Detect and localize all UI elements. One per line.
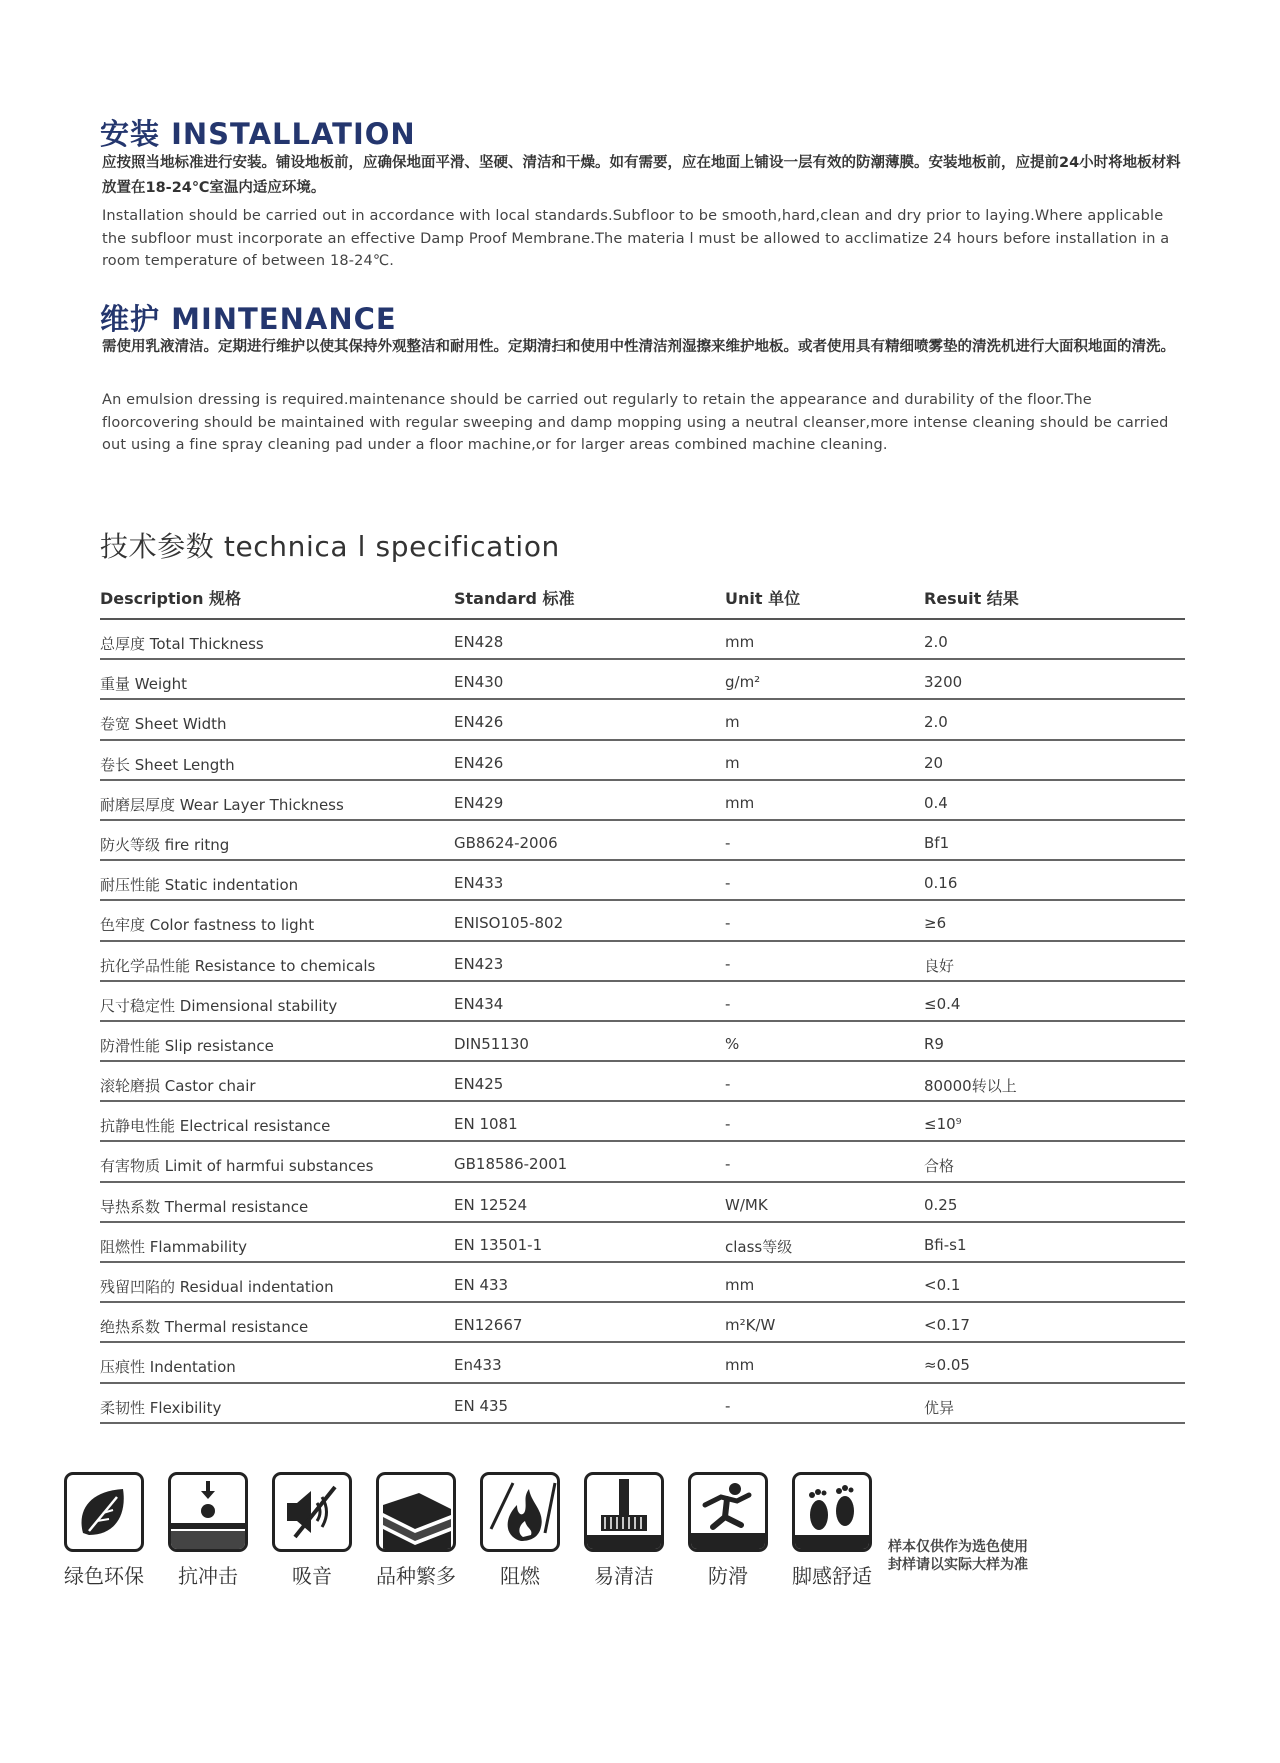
cell-result: Bfi-s1 — [924, 1235, 967, 1254]
table-row — [100, 942, 1185, 982]
cell-description: 耐压性能 Static indentation — [100, 876, 299, 895]
cell-standard: EN430 — [454, 673, 504, 692]
cell-unit: - — [725, 1115, 731, 1134]
cell-description: 滚轮磨损 Castor chair — [100, 1077, 256, 1096]
feature-label: 防滑 — [708, 1564, 748, 1588]
cell-unit: - — [725, 994, 731, 1013]
cell-unit: W/MK — [725, 1195, 768, 1214]
header-description: Description 规格 — [100, 589, 242, 608]
feature-item — [156, 1472, 260, 1589]
table-row — [100, 700, 1185, 740]
cell-unit: - — [725, 1396, 731, 1415]
table-row — [100, 781, 1185, 821]
table-row — [100, 1062, 1185, 1102]
cell-description: 绝热系数 Thermal resistance — [100, 1318, 309, 1337]
cell-standard: EN 12524 — [454, 1195, 528, 1214]
leaf-icon — [64, 1472, 144, 1552]
cell-unit: class等级 — [725, 1237, 793, 1256]
sample-note-line: 封样请以实际大样为准 — [888, 1557, 1028, 1573]
broom-icon — [584, 1472, 664, 1552]
cell-unit: g/m² — [725, 673, 761, 692]
cell-result: 2.0 — [924, 713, 948, 732]
slip-icon — [688, 1472, 768, 1552]
cell-standard: EN423 — [454, 954, 504, 973]
installation-text-en: Installation should be carried out in accordance with local standards.Subfloor to be smooth,hard,clean and dry prior to laying.Where applicable the subfloor must incorporate an effective Damp Proof Membrane.The materia l must be allowed to acclimatize 24 hours before installation in a room temperature of between 18-24℃. — [102, 208, 1170, 269]
cell-unit: - — [725, 874, 731, 893]
cell-standard: EN 1081 — [454, 1115, 518, 1134]
cell-standard: GB18586-2001 — [454, 1155, 568, 1174]
spec-table-body — [100, 620, 1185, 1424]
cell-result: 3200 — [924, 673, 963, 692]
cell-result: 合格 — [924, 1157, 955, 1176]
feature-label: 脚感舒适 — [792, 1564, 872, 1588]
cell-description: 防滑性能 Slip resistance — [100, 1036, 274, 1055]
cell-unit: mm — [725, 633, 755, 651]
cell-description: 残留凹陷的 Residual indentation — [100, 1278, 334, 1296]
cell-description: 有害物质 Limit of harmfui substances — [100, 1157, 374, 1176]
cell-unit: mm — [725, 1276, 755, 1294]
cell-description: 抗化学品性能 Resistance to chemicals — [100, 956, 376, 975]
spec-table-header — [100, 572, 1185, 620]
cell-standard: EN 13501-1 — [454, 1235, 543, 1254]
cell-description: 总厚度 Total Thickness — [100, 635, 264, 653]
maintenance-text-en: An emulsion dressing is required.maintenance should be carried out regularly to retain the appearance and durability of the floor.The floorcovering should be maintained with regular sweeping and damp mopping using a neutral cleanser,more intense cleaning should be carried out using a fine spray cleaning pad under a floor machine,or for larger areas combined machine cleaning. — [102, 392, 1169, 453]
table-row — [100, 1303, 1185, 1343]
table-row — [100, 660, 1185, 700]
table-row — [100, 741, 1185, 781]
cell-result: R9 — [924, 1034, 944, 1053]
feature-item — [676, 1472, 780, 1589]
table-row — [100, 861, 1185, 901]
spec-title: 技术参数 technica l specification — [100, 530, 560, 563]
cell-description: 耐磨层厚度 Wear Layer Thickness — [100, 795, 344, 814]
cell-result: <0.17 — [924, 1316, 970, 1335]
feature-label: 品种繁多 — [376, 1564, 456, 1588]
spec-table — [100, 572, 1185, 1424]
cell-description: 卷长 Sheet Length — [100, 755, 235, 774]
feature-item — [468, 1472, 572, 1589]
cell-unit: mm — [725, 1356, 755, 1375]
cell-standard: EN 435 — [454, 1396, 509, 1415]
cell-standard: ENISO105-802 — [454, 914, 564, 933]
cell-unit: m²K/W — [725, 1316, 776, 1335]
cell-standard: EN426 — [454, 753, 504, 772]
cell-result: 0.16 — [924, 874, 958, 893]
installation-title: 安装 INSTALLATION — [100, 117, 416, 151]
cell-standard: DIN51130 — [454, 1034, 529, 1053]
sound-absorb-icon — [272, 1472, 352, 1552]
cell-description: 重量 Weight — [100, 675, 188, 694]
cell-description: 压痕性 Indentation — [100, 1358, 236, 1377]
cell-result: 优异 — [924, 1398, 955, 1417]
cell-standard: EN425 — [454, 1075, 504, 1094]
cell-result: <0.1 — [924, 1276, 961, 1294]
cell-standard: EN429 — [454, 793, 504, 812]
cell-unit: - — [725, 914, 731, 933]
cell-result: 0.4 — [924, 793, 948, 812]
cell-description: 卷宽 Sheet Width — [100, 715, 227, 734]
cell-result: 80000转以上 — [924, 1077, 1017, 1096]
cell-standard: EN433 — [454, 874, 504, 893]
cell-unit: - — [725, 1075, 731, 1094]
impact-icon — [168, 1472, 248, 1552]
table-row — [100, 620, 1185, 660]
cell-description: 柔韧性 Flexibility — [100, 1398, 222, 1417]
maintenance-text-cn: 需使用乳液清洁。定期进行维护以使其保持外观整洁和耐用性。定期清扫和使用中性清洁剂湿擦来维护地板。或者使用具有精细喷雾垫的清洗机进行大面积地面的清洗。 — [102, 339, 1175, 355]
cell-unit: m — [725, 753, 740, 772]
cell-result: ≥6 — [924, 914, 947, 933]
cell-description: 尺寸稳定性 Dimensional stability — [100, 996, 338, 1015]
sample-note — [888, 1538, 1028, 1574]
cell-unit: % — [725, 1034, 740, 1053]
footprints-icon — [792, 1472, 872, 1552]
feature-item — [52, 1472, 156, 1589]
cell-unit: - — [725, 954, 731, 973]
table-row — [100, 1142, 1185, 1182]
feature-item — [364, 1472, 468, 1589]
feature-label: 阻燃 — [500, 1564, 540, 1588]
maintenance-title: 维护 MINTENANCE — [100, 302, 397, 336]
cell-description: 防火等级 fire ritng — [100, 835, 230, 854]
cell-standard: EN434 — [454, 994, 504, 1013]
table-row — [100, 1263, 1185, 1303]
cell-description: 抗静电性能 Electrical resistance — [100, 1117, 331, 1136]
cell-result: 0.25 — [924, 1195, 958, 1214]
cell-standard: GB8624-2006 — [454, 833, 558, 852]
cell-unit: m — [725, 713, 740, 732]
cell-result: Bf1 — [924, 833, 950, 852]
table-row — [100, 982, 1185, 1022]
cell-result: ≤0.4 — [924, 994, 961, 1013]
feature-item — [780, 1472, 884, 1589]
table-row — [100, 1343, 1185, 1383]
feature-label: 绿色环保 — [64, 1564, 144, 1588]
cell-standard: EN426 — [454, 713, 504, 732]
header-standard: Standard 标准 — [454, 589, 575, 608]
table-row — [100, 1102, 1185, 1142]
cell-unit: - — [725, 1155, 731, 1174]
cell-description: 阻燃性 Flammability — [100, 1237, 247, 1256]
header-result: Resuit 结果 — [924, 589, 1019, 608]
cell-result: ≈0.05 — [924, 1356, 970, 1375]
cell-standard: EN12667 — [454, 1316, 523, 1335]
layers-icon — [376, 1472, 456, 1552]
feature-item — [260, 1472, 364, 1589]
flame-icon — [480, 1472, 560, 1552]
cell-unit: - — [725, 833, 731, 852]
cell-result: 2.0 — [924, 633, 948, 651]
table-row — [100, 1384, 1185, 1424]
cell-result: ≤10⁹ — [924, 1115, 962, 1134]
table-row — [100, 1223, 1185, 1263]
cell-standard: EN428 — [454, 633, 504, 651]
feature-label: 吸音 — [292, 1564, 332, 1588]
cell-result: 良好 — [924, 956, 955, 975]
cell-description: 导热系数 Thermal resistance — [100, 1197, 309, 1216]
header-unit: Unit 单位 — [725, 589, 801, 608]
feature-label: 易清洁 — [594, 1564, 654, 1588]
cell-description: 色牢度 Color fastness to light — [100, 916, 315, 935]
feature-label: 抗冲击 — [178, 1564, 238, 1588]
installation-text-cn: 应按照当地标准进行安装。铺设地板前，应确保地面平滑、坚硬、清洁和干燥。如有需要，应在地面上铺设一层有效的防潮薄膜。安装地板前，应提前24小时将地板材料放置在18-24℃室温内适应环境。 — [102, 155, 1181, 196]
table-row — [100, 1022, 1185, 1062]
cell-standard: En433 — [454, 1356, 502, 1375]
cell-unit: mm — [725, 793, 755, 812]
table-row — [100, 1183, 1185, 1223]
cell-result: 20 — [924, 753, 944, 772]
feature-item — [572, 1472, 676, 1589]
table-row — [100, 821, 1185, 861]
sample-note-line: 样本仅供作为选色使用 — [888, 1539, 1028, 1555]
table-row — [100, 901, 1185, 941]
cell-standard: EN 433 — [454, 1276, 509, 1294]
